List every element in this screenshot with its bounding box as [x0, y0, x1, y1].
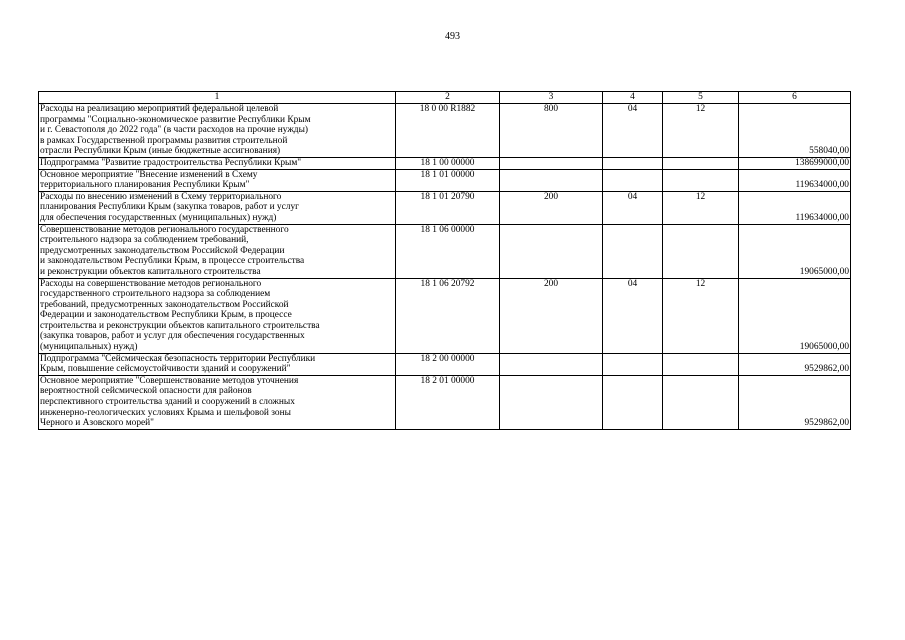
row-section: 04 — [603, 104, 663, 158]
table-row — [39, 191, 851, 224]
row-subsection — [663, 157, 739, 169]
column-header: 3 — [500, 92, 603, 104]
table-row — [39, 157, 851, 169]
row-description: Расходы по внесению изменений в Схему территориального планирования Республики Крым (закупка товаров, работ и услуг для обеспечения государственных (муниципальных) нужд) — [39, 191, 396, 224]
row-code: 18 1 06 20792 — [396, 278, 500, 353]
row-expense-type: 200 — [500, 278, 603, 353]
row-subsection: 12 — [663, 278, 739, 353]
row-description: Совершенствование методов регионального государственного строительного надзора за соблюдением требований, предусмотренных законодательством Российской Федерации и законодательством Республики Крым, в процессе строительства и реконструкции объектов капитального строительства — [39, 224, 396, 278]
row-subsection — [663, 375, 739, 429]
column-number-row — [39, 92, 851, 104]
row-code: 18 1 06 00000 — [396, 224, 500, 278]
row-code: 18 1 00 00000 — [396, 157, 500, 169]
column-header: 5 — [663, 92, 739, 104]
row-section — [603, 157, 663, 169]
row-amount: 558040,00 — [739, 104, 851, 158]
column-header: 4 — [603, 92, 663, 104]
row-code: 18 2 00 00000 — [396, 353, 500, 375]
row-description: Подпрограмма "Сейсмическая безопасность территории Республики Крым, повышение сейсмоустойчивости зданий и сооружений" — [39, 353, 396, 375]
row-expense-type — [500, 157, 603, 169]
budget-table — [38, 91, 851, 430]
row-section — [603, 353, 663, 375]
row-expense-type: 800 — [500, 104, 603, 158]
row-section: 04 — [603, 191, 663, 224]
column-header: 1 — [39, 92, 396, 104]
table-row — [39, 169, 851, 191]
row-expense-type: 200 — [500, 191, 603, 224]
row-description: Расходы на реализацию мероприятий федеральной целевой программы "Социально-экономическое развитие Республики Крым и г. Севастополя до 2022 года" (в части расходов на прочие нужды) в рамках Государственной программы развития строительной отрасли Республики Крым (иные бюджетные ассигнования) — [39, 104, 396, 158]
row-section — [603, 375, 663, 429]
row-amount: 9529862,00 — [739, 353, 851, 375]
row-section — [603, 224, 663, 278]
row-subsection: 12 — [663, 191, 739, 224]
row-amount: 138699000,00 — [739, 157, 851, 169]
table-row — [39, 353, 851, 375]
row-expense-type — [500, 375, 603, 429]
row-code: 18 1 01 00000 — [396, 169, 500, 191]
row-subsection — [663, 353, 739, 375]
column-header: 6 — [739, 92, 851, 104]
row-code: 18 1 01 20790 — [396, 191, 500, 224]
column-header: 2 — [396, 92, 500, 104]
table-row — [39, 224, 851, 278]
table-row — [39, 104, 851, 158]
row-amount: 119634000,00 — [739, 169, 851, 191]
table-row — [39, 375, 851, 429]
row-amount: 9529862,00 — [739, 375, 851, 429]
table-row — [39, 278, 851, 353]
row-subsection: 12 — [663, 104, 739, 158]
row-subsection — [663, 169, 739, 191]
row-code: 18 2 01 00000 — [396, 375, 500, 429]
row-section: 04 — [603, 278, 663, 353]
row-amount: 19065000,00 — [739, 278, 851, 353]
row-subsection — [663, 224, 739, 278]
row-section — [603, 169, 663, 191]
page-number: 493 — [445, 31, 460, 42]
row-description: Подпрограмма "Развитие градостроительства Республики Крым" — [39, 157, 396, 169]
row-amount: 119634000,00 — [739, 191, 851, 224]
row-expense-type — [500, 353, 603, 375]
row-description: Основное мероприятие "Совершенствование методов уточнения вероятностной сейсмической опасности для районов перспективного строительства зданий и сооружений в сложных инженерно-геологических условиях Крыма и шельфовой зоны Черного и Азовского морей" — [39, 375, 396, 429]
row-amount: 19065000,00 — [739, 224, 851, 278]
row-code: 18 0 00 R1882 — [396, 104, 500, 158]
row-description: Основное мероприятие "Внесение изменений в Схему территориального планирования Республики Крым" — [39, 169, 396, 191]
row-description: Расходы на совершенствование методов регионального государственного строительного надзора за соблюдением требований, предусмотренных законодательством Российской Федерации и законодательством Республики Крым, в процессе строительства и реконструкции объектов капитального строительства (закупка товаров, работ и услуг для обеспечения государственных (муниципальных) нужд) — [39, 278, 396, 353]
row-expense-type — [500, 169, 603, 191]
row-expense-type — [500, 224, 603, 278]
